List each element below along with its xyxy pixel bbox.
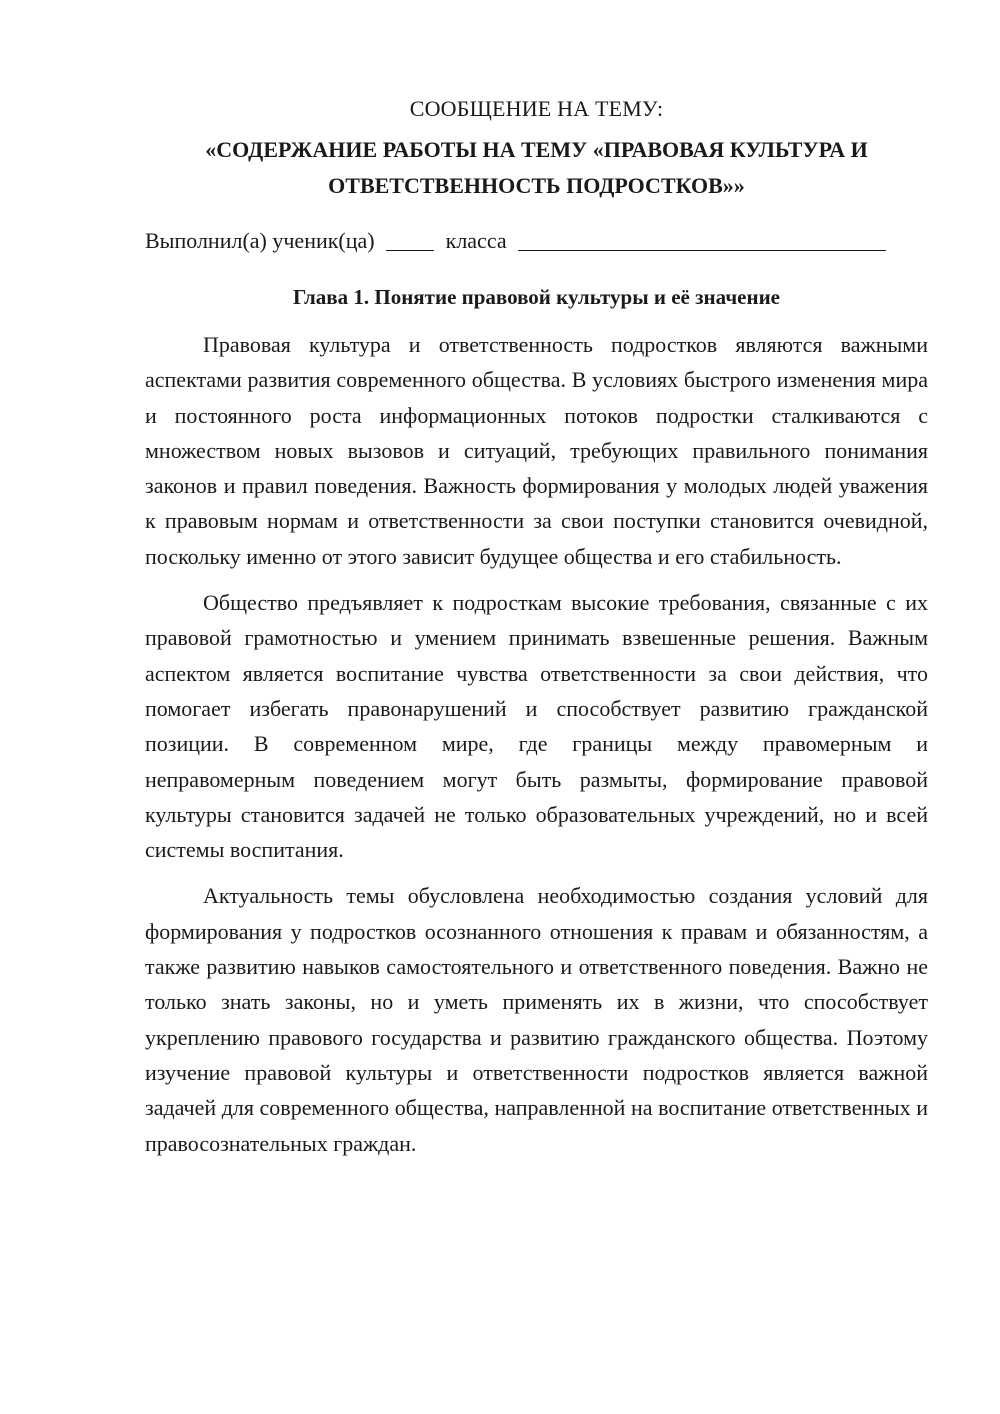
document-title [145, 132, 928, 204]
paragraph-2: Общество предъявляет к подросткам высокие требования, связанные с их правовой грамотностью и умением принимать взвешенные решения. Важным аспектом является воспитание чувства ответственности за свои действия, что помогает избегать правонарушений и способствует развитию гражданской позиции. В современном мире, где границы между правомерным и неправомерным поведением могут быть размыты, формирование правовой культуры становится задачей не только образовательных учреждений, но и всей системы воспитания. [145, 590, 928, 863]
paragraph-1: Правовая культура и ответственность подростков являются важными аспектами развития современного общества. В условиях быстрого изменения мира и постоянного роста информационных потоков подростки сталкиваются с множеством новых вызовов и ситуаций, требующих правильного понимания законов и правил поведения. Важность формирования у молодых людей уважения к правовым нормам и ответственности за свои поступки становится очевидной, поскольку именно от этого зависит будущее общества и его стабильность. [145, 332, 928, 569]
page-content [145, 92, 928, 1161]
paragraph-3: Актуальность темы обусловлена необходимостью создания условий для формирования у подростков осознанного отношения к правам и обязанностям, а также развитию навыков самостоятельного и ответственного поведения. Важно не только знать законы, но и уметь применять их в жизни, что способствует укреплению правового государства и развитию гражданского общества. Поэтому изучение правовой культуры и ответственности подростков является важной задачей для современного общества, направленной на воспитание ответственных и правосознательных граждан. [145, 883, 928, 1156]
student-name-field[interactable] [518, 228, 886, 251]
title-line-1: «СОДЕРЖАНИЕ РАБОТЫ НА ТЕМУ «ПРАВОВАЯ КУЛЬТУРА И [205, 137, 868, 162]
chapter-title: Глава 1. Понятие правовой культуры и её значение [293, 285, 780, 309]
performed-by-label: Выполнил(а) ученик(ца) [145, 228, 375, 253]
title-line-2: ОТВЕТСТВЕННОСТЬ ПОДРОСТКОВ»» [328, 173, 745, 198]
class-number-field[interactable] [386, 228, 434, 251]
class-label: класса [445, 228, 507, 253]
signature-line [145, 224, 928, 258]
document-header: СООБЩЕНИЕ НА ТЕМУ: [409, 96, 664, 121]
